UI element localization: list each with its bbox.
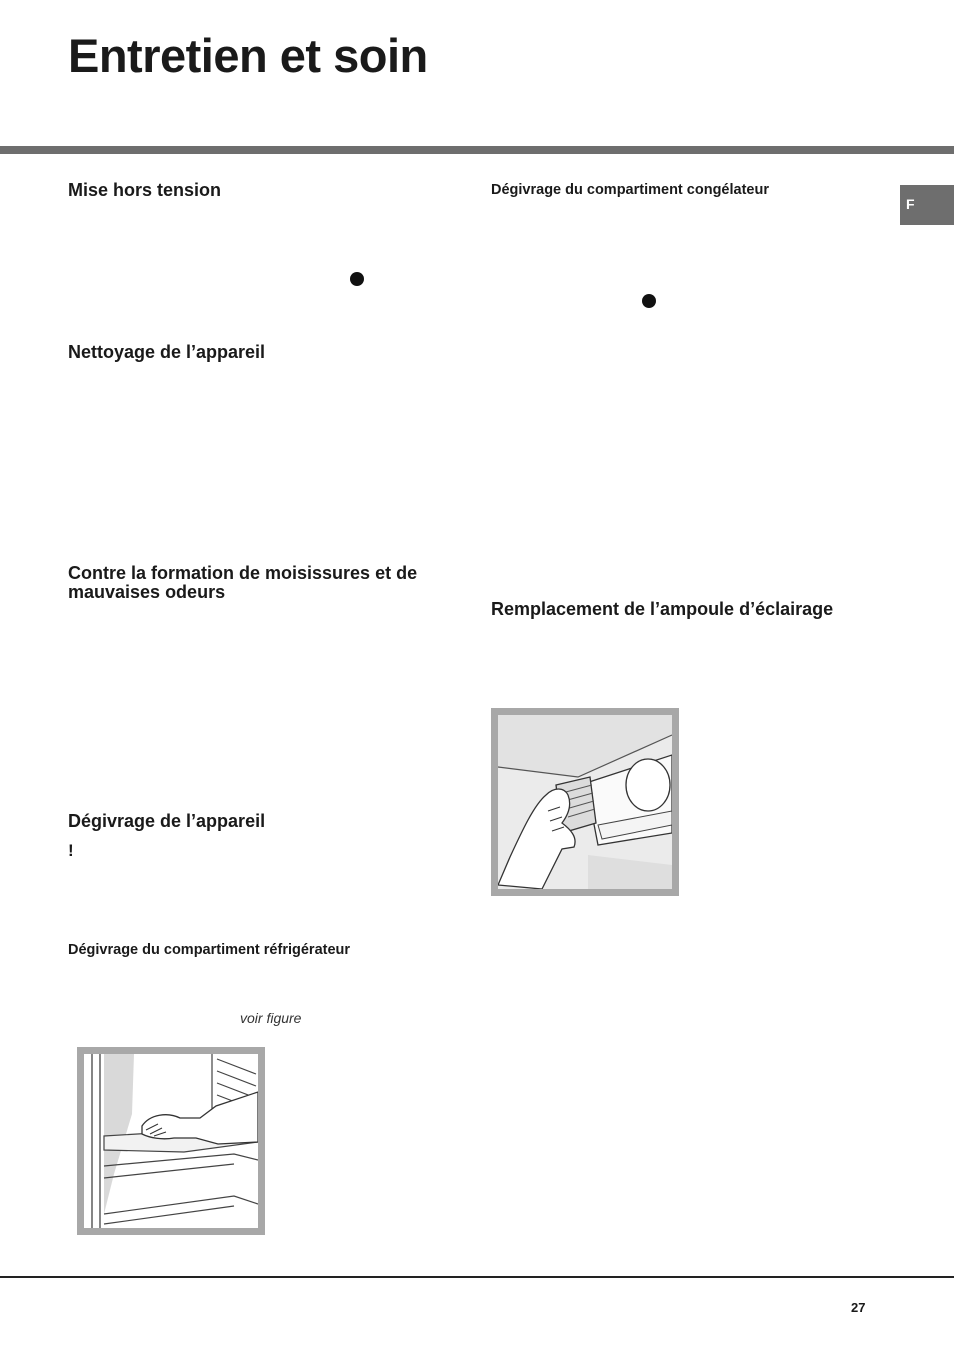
heading-mise-hors-tension: Mise hors tension [68,180,222,200]
heading-degivrage-appareil: Dégivrage de l’appareil [68,811,266,831]
bullet-dot-icon [642,294,656,308]
heading-remplacement-ampoule: Remplacement de l’ampoule d’éclairage [491,599,834,619]
light-bulb-replacement-illustration [498,715,672,889]
footer-rule [0,1276,954,1278]
figure-refrigerator-defrost [77,1047,265,1235]
figure-reference: voir figure [240,1010,302,1026]
heading-moisissures: Contre la formation de moisissures et de mauvaises odeurs [68,563,418,602]
heading-degivrage-refrigerateur: Dégivrage du compartiment réfrigérateur [68,942,351,958]
refrigerator-defrost-illustration [84,1054,258,1228]
figure-light-bulb-replacement [491,708,679,896]
warning-mark: ! [68,841,74,860]
page-number: 27 [851,1300,866,1315]
language-tab: F [900,185,954,225]
heading-nettoyage: Nettoyage de l’appareil [68,342,266,362]
heading-degivrage-congelateur: Dégivrage du compartiment congélateur [491,182,769,198]
bullet-dot-icon [350,272,364,286]
title-rule [0,146,954,154]
page-title: Entretien et soin [68,29,428,82]
